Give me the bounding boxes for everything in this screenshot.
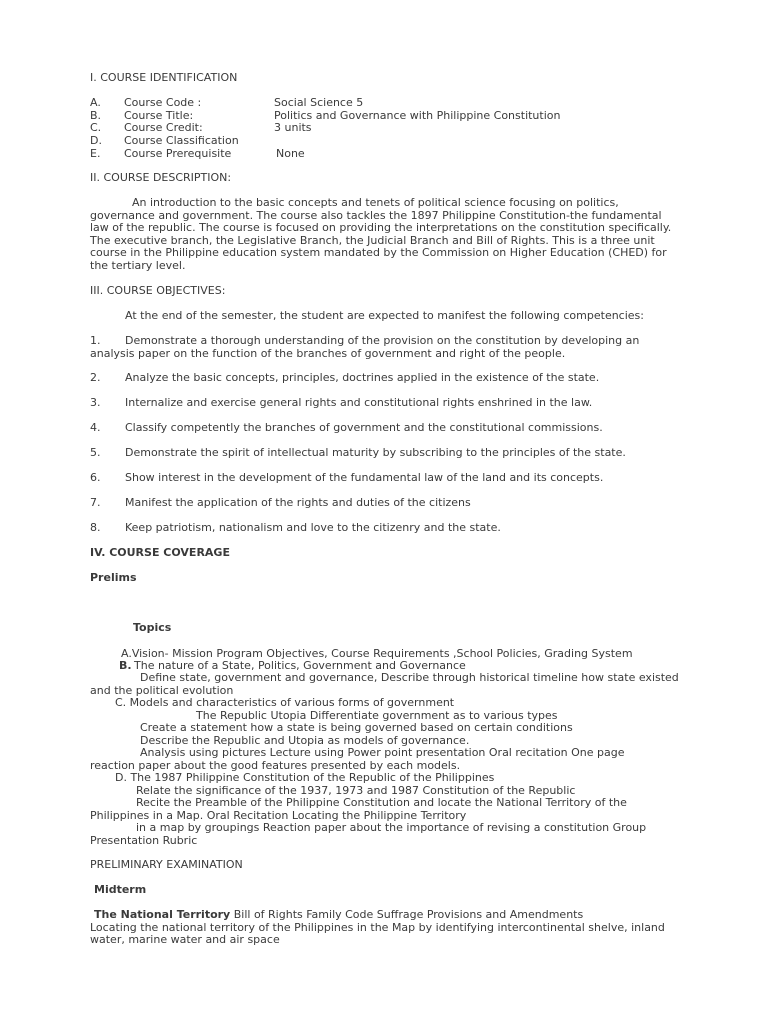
objective-number: 4.: [90, 421, 101, 434]
objective-text: Classify competently the branches of government and the constitutional commissions.: [125, 421, 603, 434]
topic-line: D. The 1987 Philippine Constitution of the Republic of the Philippines: [115, 771, 495, 784]
midterm-text-line: water, marine water and air space: [90, 933, 280, 946]
objective-number: 7.: [90, 496, 101, 509]
topic-line: Presentation Rubric: [90, 834, 198, 847]
row-value: Politics and Governance with Philippine Constitution: [274, 109, 561, 122]
topic-line: Analysis using pictures Lecture using Power point presentation Oral recitation One page: [140, 746, 625, 759]
objective-text: Manifest the application of the rights and duties of the citizens: [125, 496, 471, 509]
topics-heading: Topics: [133, 621, 172, 634]
section-heading-course-identification: I. COURSE IDENTIFICATION: [90, 71, 238, 84]
midterm-topics-line: [94, 909, 583, 922]
topic-line: Create a statement how a state is being governed based on certain conditions: [140, 721, 573, 734]
midterm-heading: Midterm: [94, 883, 147, 896]
row-letter: C.: [90, 121, 102, 134]
objective-text: Show interest in the development of the fundamental law of the land and its concepts.: [125, 471, 604, 484]
topic-letter: B.: [119, 659, 132, 672]
objective-text: Internalize and exercise general rights and constitutional rights enshrined in the law.: [125, 396, 593, 409]
row-letter: A.: [90, 96, 101, 109]
row-value: 3 units: [274, 121, 312, 134]
row-label: Course Title:: [124, 109, 194, 122]
national-territory-label: The National Territory: [94, 908, 231, 921]
row-label: Course Classification: [124, 134, 239, 147]
topic-line: The Republic Utopia Differentiate government as to various types: [196, 709, 558, 722]
objective-number: 6.: [90, 471, 101, 484]
midterm-topics-rest: Bill of Rights Family Code Suffrage Provisions and Amendments: [230, 908, 584, 921]
objective-text: Demonstrate the spirit of intellectual maturity by subscribing to the principles of the state.: [125, 446, 626, 459]
row-label: Course Prerequisite: [124, 147, 232, 160]
objective-text-continued: analysis paper on the function of the branches of government and right of the people.: [90, 347, 566, 360]
topic-line: in a map by groupings Reaction paper about the importance of revising a constitution Group: [136, 821, 647, 834]
row-letter: D.: [90, 134, 102, 147]
topic-line: Philippines in a Map. Oral Recitation Locating the Philippine Territory: [90, 809, 467, 822]
topic-line: Describe the Republic and Utopia as models of governance.: [140, 734, 470, 747]
topic-line: Define state, government and governance, Describe through historical timeline how state existed: [140, 671, 679, 684]
course-description-paragraph: An introduction to the basic concepts and tenets of political science focusing on politics, governance and government. The course also tackles the 1897 Philippine Constitution-the fundamental law of the republic. The course is focused on providing the interpretations on the constitution specifically. The executive branch, the Legislative Branch, the Judicial Branch and Bill of Rights. This is a three unit course in the Philippine education system mandated by the Commission on Higher Education (CHED) for the tertiary level.: [90, 196, 672, 272]
objective-number: 5.: [90, 446, 101, 459]
section-heading-course-coverage: IV. COURSE COVERAGE: [90, 546, 230, 559]
topic-line: Relate the significance of the 1937, 1973 and 1987 Constitution of the Republic: [136, 784, 576, 797]
objective-text: Analyze the basic concepts, principles, doctrines applied in the existence of the state.: [125, 371, 600, 384]
objective-text: Keep patriotism, nationalism and love to the citizenry and the state.: [125, 521, 501, 534]
objectives-intro: At the end of the semester, the student are expected to manifest the following competencies:: [125, 309, 644, 322]
section-heading-course-description: II. COURSE DESCRIPTION:: [90, 171, 232, 184]
objective-text: Demonstrate a thorough understanding of the provision on the constitution by developing an: [125, 334, 640, 347]
midterm-text-line: Locating the national territory of the Philippines in the Map by identifying intercontinental shelve, inland: [90, 921, 665, 934]
row-label: Course Code :: [124, 96, 202, 109]
topic-line: The nature of a State, Politics, Government and Governance: [134, 659, 466, 672]
row-label: Course Credit:: [124, 121, 203, 134]
objective-number: 1.: [90, 334, 101, 347]
prelims-heading: Prelims: [90, 571, 137, 584]
objective-number: 2.: [90, 371, 101, 384]
topic-line: C. Models and characteristics of various forms of government: [115, 696, 455, 709]
row-value: None: [276, 147, 305, 160]
section-heading-course-objectives: III. COURSE OBJECTIVES:: [90, 284, 226, 297]
preliminary-examination: PRELIMINARY EXAMINATION: [90, 858, 243, 871]
topic-line: A.Vision- Mission Program Objectives, Course Requirements ,School Policies, Grading System: [121, 647, 633, 660]
row-letter: E.: [90, 147, 101, 160]
topic-line: and the political evolution: [90, 684, 234, 697]
row-value: Social Science 5: [274, 96, 364, 109]
topic-line: Recite the Preamble of the Philippine Constitution and locate the National Territory of the: [136, 796, 627, 809]
topic-line: reaction paper about the good features presented by each models.: [90, 759, 461, 772]
objective-number: 3.: [90, 396, 101, 409]
row-letter: B.: [90, 109, 102, 122]
objective-number: 8.: [90, 521, 101, 534]
